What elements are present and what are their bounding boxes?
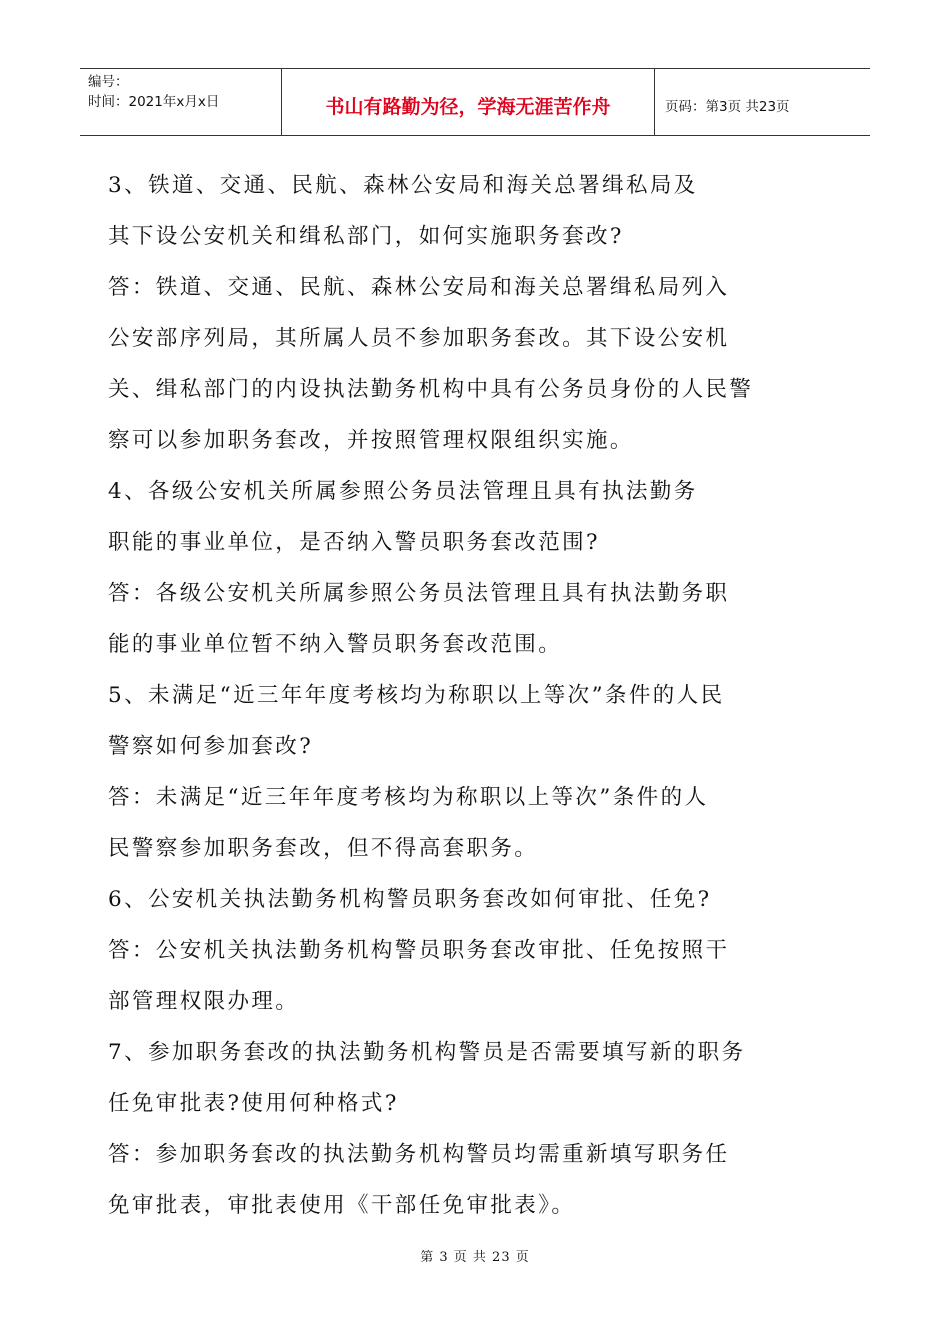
header-page-cell <box>655 69 870 135</box>
text-line: 免审批表，审批表使用《干部任免审批表》。 <box>108 1193 576 1218</box>
header-motto-cell <box>282 69 655 135</box>
header-motto: 书山有路勤为径，学海无涯苦作舟 <box>325 95 611 118</box>
document-body <box>108 160 778 1231</box>
text-line: 能的事业单位暂不纳入警员职务套改范围。 <box>108 632 563 657</box>
text-line: 4、各级公安机关所属参照公务员法管理且具有执法勤务 <box>108 479 698 504</box>
text-line: 任免审批表?使用何种格式? <box>108 1091 399 1116</box>
question-5 <box>108 670 778 772</box>
text-line: 答：公安机关执法勤务机构警员职务套改审批、任免按照干 <box>108 938 730 963</box>
text-line: 公安部序列局，其所属人员不参加职务套改。其下设公安机 <box>108 326 730 351</box>
text-line: 5、未满足“近三年年度考核均为称职以上等次”条件的人民 <box>108 683 725 708</box>
text-line: 7、参加职务套改的执法勤务机构警员是否需要填写新的职务 <box>108 1040 746 1065</box>
text-line: 答：参加职务套改的执法勤务机构警员均需重新填写职务任 <box>108 1142 730 1167</box>
text-line: 职能的事业单位，是否纳入警员职务套改范围? <box>108 530 600 555</box>
text-line: 其下设公安机关和缉私部门，如何实施职务套改? <box>108 224 624 249</box>
text-line: 关、缉私部门的内设执法勤务机构中具有公务员身份的人民警 <box>108 377 754 402</box>
text-line: 答：未满足“近三年年度考核均为称职以上等次”条件的人 <box>108 785 709 810</box>
page-header <box>80 68 870 136</box>
document-time-label: 时间：2021年x月x日 <box>88 94 220 110</box>
document-number-label: 编号： <box>88 74 129 90</box>
page-footer <box>0 1246 950 1265</box>
header-page-code: 页码：第3页 共23页 <box>665 99 790 115</box>
text-line: 察可以参加职务套改，并按照管理权限组织实施。 <box>108 428 634 453</box>
answer-3 <box>108 262 778 466</box>
question-3 <box>108 160 778 262</box>
question-4 <box>108 466 778 568</box>
text-line: 答：铁道、交通、民航、森林公安局和海关总署缉私局列入 <box>108 275 730 300</box>
question-7 <box>108 1027 778 1129</box>
text-line: 3、铁道、交通、民航、森林公安局和海关总署缉私局及 <box>108 173 698 198</box>
footer-page-number: 第 3 页 共 23 页 <box>420 1250 530 1265</box>
text-line: 部管理权限办理。 <box>108 989 300 1014</box>
answer-4 <box>108 568 778 670</box>
question-6 <box>108 874 778 925</box>
header-meta-cell <box>80 69 282 135</box>
text-line: 民警察参加职务套改，但不得高套职务。 <box>108 836 539 861</box>
answer-7 <box>108 1129 778 1231</box>
text-line: 答：各级公安机关所属参照公务员法管理且具有执法勤务职 <box>108 581 730 606</box>
answer-6 <box>108 925 778 1027</box>
text-line: 6、公安机关执法勤务机构警员职务套改如何审批、任免? <box>108 887 712 912</box>
answer-5 <box>108 772 778 874</box>
text-line: 警察如何参加套改? <box>108 734 314 759</box>
